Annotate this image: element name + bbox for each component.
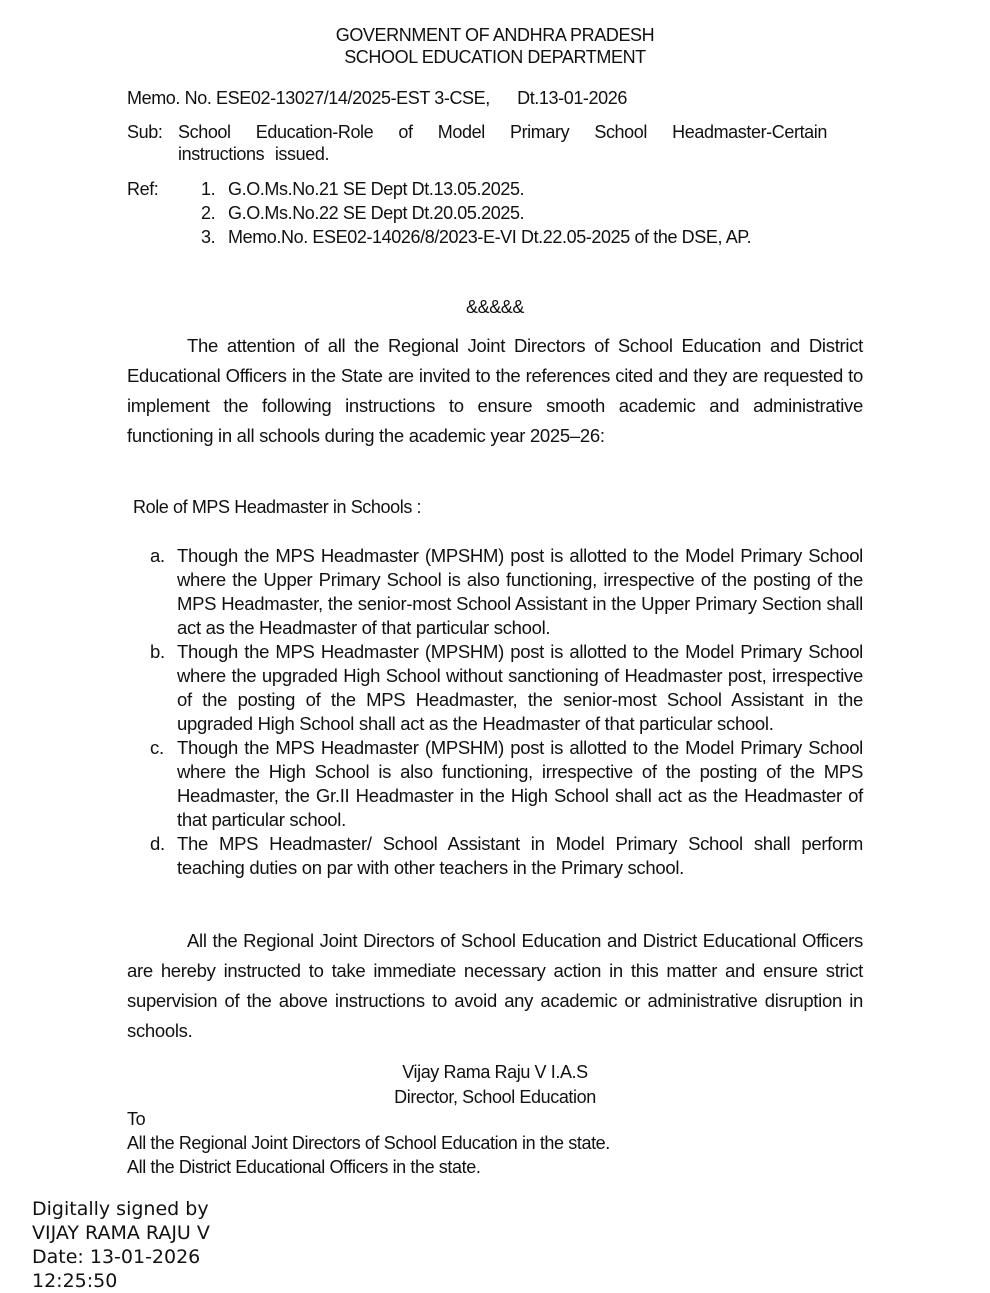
separator: &&&&& — [465, 297, 525, 317]
subject — [127, 121, 827, 165]
subject-text: School Education-Role of Model Primary School Headmaster-Certain instructions issued. — [178, 122, 827, 164]
signatory-block — [0, 1060, 990, 1110]
reference-item: 3. Memo.No. ESE02-14026/8/2023-E-VI Dt.22.05-2025 of the DSE, AP. — [201, 227, 752, 247]
instruction-item: c. Though the MPS Headmaster (MPSHM) post is allotted to the Model Primary School where the High School is also functioning, irrespective of the posting of the MPS Headmaster, the Gr.II Headmaster in the High School shall act as the Headmaster of that particular school. — [150, 737, 863, 830]
recipients — [127, 1107, 610, 1179]
reference-item: 1. G.O.Ms.No.21 SE Dept Dt.13.05.2025. — [201, 179, 525, 199]
subject-label: Sub: — [127, 122, 163, 142]
intro-paragraph: The attention of all the Regional Joint Directors of School Education and District Educational Officers in the State are invited to the references cited and they are requested to implement the following instructions to ensure smooth academic and administrative functioning in all schools during the academic year 2025–26: — [127, 335, 863, 446]
header-government: GOVERNMENT OF ANDHRA PRADESH — [335, 25, 655, 45]
section-heading: Role of MPS Headmaster in Schools : — [133, 497, 422, 517]
instruction-item: b. Though the MPS Headmaster (MPSHM) post is allotted to the Model Primary School where the upgraded High School without sanctioning of Headmaster post, irrespective of the posting of the MPS Headmaster, the senior-most School Assistant in the upgraded High School shall act as the Headmaster of that particular school. — [150, 641, 863, 734]
reference-item: 2. G.O.Ms.No.22 SE Dept Dt.20.05.2025. — [201, 203, 525, 223]
memo-line — [127, 88, 627, 109]
signatory-name: Vijay Rama Raju V I.A.S — [402, 1062, 588, 1082]
instruction-item: d. The MPS Headmaster/ School Assistant in Model Primary School shall perform teaching duties on par with other teachers in the Primary school. — [150, 833, 863, 878]
instruction-item: a. Though the MPS Headmaster (MPSHM) post is allotted to the Model Primary School where the Upper Primary School is also functioning, irrespective of the posting of the MPS Headmaster, the senior-most School Assistant in the Upper Primary Section shall act as the Headmaster of that particular school. — [150, 545, 863, 638]
memo-date: Dt.13-01-2026 — [517, 88, 627, 108]
digital-signature: Digitally signed by VIJAY RAMA RAJU V Date: 13-01-2026 12:25:50 — [32, 1198, 210, 1292]
header-department: SCHOOL EDUCATION DEPARTMENT — [344, 47, 646, 67]
references — [127, 177, 827, 249]
signatory-designation: Director, School Education — [394, 1087, 596, 1107]
memo-number: Memo. No. ESE02-13027/14/2025-EST 3-CSE, — [127, 88, 490, 108]
closing-paragraph: All the Regional Joint Directors of School Education and District Educational Officers are hereby instructed to take immediate necessary action in this matter and ensure strict supervision of the above instructions to avoid any academic or administrative disruption in schools. — [127, 930, 863, 1041]
recipient-line: All the Regional Joint Directors of School Education in the state. — [127, 1133, 610, 1153]
document-header — [0, 24, 990, 68]
recipient-line: All the District Educational Officers in the state. — [127, 1157, 481, 1177]
to-label: To — [127, 1109, 146, 1129]
references-label: Ref: — [127, 179, 159, 199]
instructions-list — [150, 544, 863, 880]
